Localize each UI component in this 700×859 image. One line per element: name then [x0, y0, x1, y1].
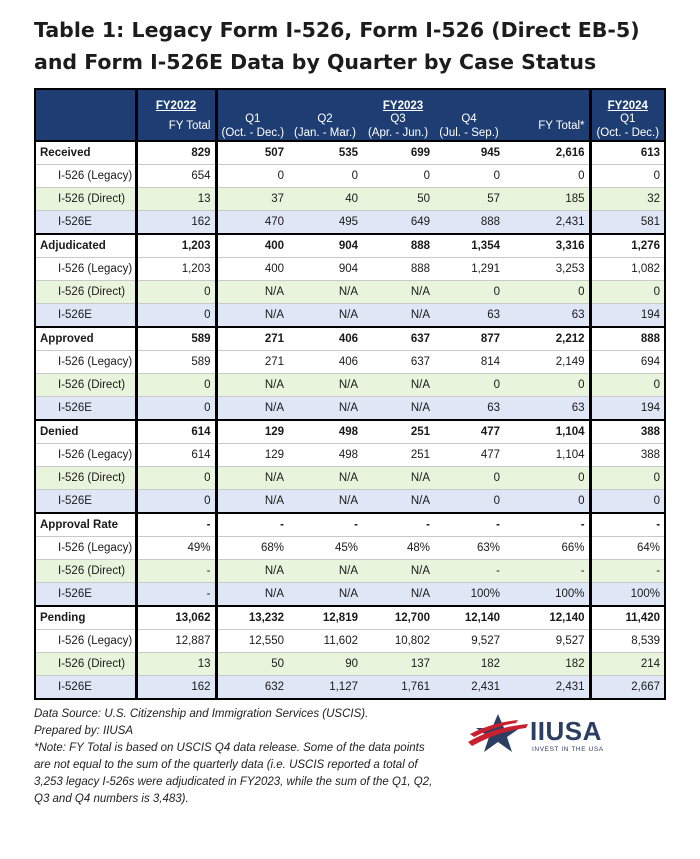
cell-value: 388	[590, 420, 665, 444]
cell-value: 1,104	[504, 444, 590, 467]
cell-value: 12,550	[216, 630, 288, 653]
cell-value: 271	[216, 327, 288, 351]
cell-value: 814	[434, 351, 504, 374]
cell-value: 888	[362, 234, 434, 258]
cell-value: 589	[136, 351, 216, 374]
cell-value: N/A	[288, 397, 362, 421]
table-row	[35, 258, 665, 281]
row-label: Pending	[35, 606, 136, 630]
cell-value: -	[136, 560, 216, 583]
cell-value: 194	[590, 397, 665, 421]
table-section-row	[35, 513, 665, 537]
header-year-row	[35, 89, 665, 112]
cell-value: 632	[216, 676, 288, 700]
cell-value: N/A	[362, 467, 434, 490]
cell-value: 470	[216, 211, 288, 235]
cell-value: N/A	[216, 304, 288, 328]
row-label: I-526E	[35, 490, 136, 514]
cell-value: 495	[288, 211, 362, 235]
table-row	[35, 281, 665, 304]
cell-value: 0	[434, 467, 504, 490]
cell-value: N/A	[362, 281, 434, 304]
cell-value: 904	[288, 234, 362, 258]
cell-value: 48%	[362, 537, 434, 560]
cell-value: 137	[362, 653, 434, 676]
cell-value: 477	[434, 444, 504, 467]
cell-value: 12,140	[434, 606, 504, 630]
footer-notes	[34, 706, 434, 808]
cell-value: -	[216, 513, 288, 537]
header-col-0: FY Total	[136, 112, 216, 141]
cell-value: 182	[504, 653, 590, 676]
table-row	[35, 351, 665, 374]
iiusa-logo	[468, 710, 638, 760]
row-label: Received	[35, 141, 136, 165]
table-section-row	[35, 141, 665, 165]
cell-value: 100%	[590, 583, 665, 607]
header-fy2022: FY2022	[136, 89, 216, 112]
row-label: I-526E	[35, 583, 136, 607]
row-label: Approved	[35, 327, 136, 351]
cell-value: 251	[362, 444, 434, 467]
table-row	[35, 165, 665, 188]
cell-value: 535	[288, 141, 362, 165]
header-col-4: Q4 (Jul. - Sep.)	[434, 112, 504, 141]
cell-value: 185	[504, 188, 590, 211]
row-label: I-526 (Direct)	[35, 374, 136, 397]
cell-value: 2,616	[504, 141, 590, 165]
cell-value: 1,203	[136, 234, 216, 258]
cell-value: 32	[590, 188, 665, 211]
cell-value: N/A	[216, 583, 288, 607]
cell-value: 498	[288, 420, 362, 444]
cell-value: -	[434, 513, 504, 537]
cell-value: 2,431	[504, 211, 590, 235]
cell-value: 271	[216, 351, 288, 374]
row-label: I-526 (Direct)	[35, 188, 136, 211]
cell-value: 0	[136, 281, 216, 304]
data-source: Data Source: U.S. Citizenship and Immigration Services (USCIS).	[34, 708, 369, 720]
cell-value: -	[590, 560, 665, 583]
table-row	[35, 630, 665, 653]
cell-value: 194	[590, 304, 665, 328]
cell-value: 66%	[504, 537, 590, 560]
cell-value: 9,527	[504, 630, 590, 653]
cell-value: 64%	[590, 537, 665, 560]
table-row	[35, 583, 665, 607]
cell-value: 90	[288, 653, 362, 676]
cell-value: 13	[136, 188, 216, 211]
cell-value: 50	[362, 188, 434, 211]
cell-value: 0	[504, 467, 590, 490]
cell-value: 68%	[216, 537, 288, 560]
cell-value: 3,253	[504, 258, 590, 281]
cell-value: N/A	[288, 304, 362, 328]
header-col-2: Q2 (Jan. - Mar.)	[288, 112, 362, 141]
cell-value: 57	[434, 188, 504, 211]
cell-value: 11,420	[590, 606, 665, 630]
cell-value: 829	[136, 141, 216, 165]
cell-value: 2,149	[504, 351, 590, 374]
cell-value: 3,316	[504, 234, 590, 258]
cell-value: 214	[590, 653, 665, 676]
cell-value: 614	[136, 444, 216, 467]
cell-value: 1,761	[362, 676, 434, 700]
cell-value: 9,527	[434, 630, 504, 653]
row-label: Approval Rate	[35, 513, 136, 537]
cell-value: 0	[434, 165, 504, 188]
cell-value: N/A	[362, 304, 434, 328]
prepared-by: Prepared by: IIUSA	[34, 725, 134, 737]
table-row	[35, 560, 665, 583]
table-row	[35, 188, 665, 211]
header-fy2023: FY2023	[216, 89, 590, 112]
cell-value: 0	[136, 490, 216, 514]
cell-value: 0	[434, 490, 504, 514]
footnote: *Note: FY Total is based on USCIS Q4 data release. Some of the data points are not equal to the sum of the quarterly data (i.e. USCIS reported a total of 3,253 legacy I-526s were adjudicated in FY2023, while the sum of the Q1, Q2, Q3 and Q4 numbers is 3,483).	[34, 742, 433, 805]
cell-value: 0	[504, 165, 590, 188]
cell-value: N/A	[362, 490, 434, 514]
cell-value: 50	[216, 653, 288, 676]
header-col-5: FY Total*	[504, 112, 590, 141]
cell-value: 1,104	[504, 420, 590, 444]
cell-value: 2,667	[590, 676, 665, 700]
cell-value: 2,212	[504, 327, 590, 351]
cell-value: 400	[216, 234, 288, 258]
header-col-3: Q3 (Apr. - Jun.)	[362, 112, 434, 141]
cell-value: 13	[136, 653, 216, 676]
cell-value: -	[590, 513, 665, 537]
cell-value: 45%	[288, 537, 362, 560]
cell-value: 904	[288, 258, 362, 281]
cell-value: 129	[216, 444, 288, 467]
cell-value: 12,819	[288, 606, 362, 630]
header-blank	[35, 89, 136, 112]
cell-value: 100%	[434, 583, 504, 607]
cell-value: 888	[362, 258, 434, 281]
case-status-table	[34, 88, 666, 700]
cell-value: 13,232	[216, 606, 288, 630]
row-label: I-526 (Legacy)	[35, 351, 136, 374]
cell-value: N/A	[216, 397, 288, 421]
cell-value: 63%	[434, 537, 504, 560]
row-label: I-526 (Direct)	[35, 653, 136, 676]
cell-value: 400	[216, 258, 288, 281]
row-label: I-526 (Legacy)	[35, 258, 136, 281]
cell-value: 589	[136, 327, 216, 351]
cell-value: -	[362, 513, 434, 537]
cell-value: N/A	[362, 397, 434, 421]
cell-value: 182	[434, 653, 504, 676]
cell-value: 1,082	[590, 258, 665, 281]
cell-value: 507	[216, 141, 288, 165]
cell-value: 388	[590, 444, 665, 467]
cell-value: 12,140	[504, 606, 590, 630]
cell-value: 0	[136, 397, 216, 421]
cell-value: 12,700	[362, 606, 434, 630]
cell-value: N/A	[216, 560, 288, 583]
logo-brand: IIUSA	[530, 716, 602, 746]
cell-value: 581	[590, 211, 665, 235]
cell-value: 251	[362, 420, 434, 444]
cell-value: 0	[136, 374, 216, 397]
cell-value: N/A	[288, 490, 362, 514]
cell-value: N/A	[288, 467, 362, 490]
row-label: I-526E	[35, 304, 136, 328]
row-label: I-526E	[35, 211, 136, 235]
row-label: I-526E	[35, 397, 136, 421]
table-section-row	[35, 420, 665, 444]
cell-value: N/A	[362, 560, 434, 583]
table-row	[35, 444, 665, 467]
cell-value: N/A	[288, 583, 362, 607]
cell-value: 877	[434, 327, 504, 351]
header-col-1: Q1 (Oct. - Dec.)	[216, 112, 288, 141]
cell-value: 162	[136, 676, 216, 700]
row-label: I-526 (Legacy)	[35, 630, 136, 653]
row-label: Adjudicated	[35, 234, 136, 258]
cell-value: 614	[136, 420, 216, 444]
cell-value: -	[136, 513, 216, 537]
cell-value: 0	[590, 281, 665, 304]
cell-value: 63	[434, 304, 504, 328]
table-body	[35, 141, 665, 699]
header-col-6: Q1 (Oct. - Dec.)	[590, 112, 665, 141]
table-row	[35, 467, 665, 490]
cell-value: 637	[362, 351, 434, 374]
cell-value: 888	[434, 211, 504, 235]
star-swoosh-icon	[468, 712, 530, 756]
cell-value: N/A	[288, 374, 362, 397]
cell-value: N/A	[288, 560, 362, 583]
cell-value: 63	[504, 397, 590, 421]
cell-value: 0	[504, 490, 590, 514]
cell-value: 0	[434, 281, 504, 304]
row-label: I-526E	[35, 676, 136, 700]
table-row	[35, 653, 665, 676]
table-row	[35, 676, 665, 700]
cell-value: 694	[590, 351, 665, 374]
cell-value: N/A	[288, 281, 362, 304]
cell-value: 0	[504, 281, 590, 304]
cell-value: -	[504, 560, 590, 583]
cell-value: 1,291	[434, 258, 504, 281]
row-label: I-526 (Legacy)	[35, 537, 136, 560]
row-label: I-526 (Direct)	[35, 281, 136, 304]
table-row	[35, 397, 665, 421]
table-section-row	[35, 234, 665, 258]
cell-value: 699	[362, 141, 434, 165]
header-label-blank	[35, 112, 136, 141]
cell-value: 406	[288, 327, 362, 351]
cell-value: 1,203	[136, 258, 216, 281]
cell-value: N/A	[216, 467, 288, 490]
cell-value: 477	[434, 420, 504, 444]
cell-value: 1,276	[590, 234, 665, 258]
row-label: Denied	[35, 420, 136, 444]
cell-value: 0	[590, 467, 665, 490]
table-row	[35, 537, 665, 560]
row-label: I-526 (Direct)	[35, 467, 136, 490]
cell-value: 613	[590, 141, 665, 165]
cell-value: 162	[136, 211, 216, 235]
cell-value: 0	[216, 165, 288, 188]
cell-value: 129	[216, 420, 288, 444]
cell-value: -	[504, 513, 590, 537]
cell-value: 888	[590, 327, 665, 351]
cell-value: 649	[362, 211, 434, 235]
cell-value: 2,431	[504, 676, 590, 700]
cell-value: 498	[288, 444, 362, 467]
cell-value: 10,802	[362, 630, 434, 653]
cell-value: 0	[590, 374, 665, 397]
cell-value: 11,602	[288, 630, 362, 653]
cell-value: 13,062	[136, 606, 216, 630]
cell-value: 63	[504, 304, 590, 328]
cell-value: 0	[590, 165, 665, 188]
cell-value: 40	[288, 188, 362, 211]
cell-value: 0	[136, 304, 216, 328]
cell-value: 100%	[504, 583, 590, 607]
cell-value: 0	[288, 165, 362, 188]
row-label: I-526 (Legacy)	[35, 444, 136, 467]
cell-value: -	[136, 583, 216, 607]
cell-value: 8,539	[590, 630, 665, 653]
cell-value: N/A	[362, 374, 434, 397]
cell-value: 406	[288, 351, 362, 374]
table-row	[35, 374, 665, 397]
header-column-row	[35, 112, 665, 141]
cell-value: -	[288, 513, 362, 537]
cell-value: 0	[590, 490, 665, 514]
row-label: I-526 (Legacy)	[35, 165, 136, 188]
logo-tagline: INVEST IN THE USA	[532, 746, 604, 753]
cell-value: 2,431	[434, 676, 504, 700]
cell-value: 63	[434, 397, 504, 421]
cell-value: 0	[504, 374, 590, 397]
cell-value: 0	[434, 374, 504, 397]
row-label: I-526 (Direct)	[35, 560, 136, 583]
cell-value: 12,887	[136, 630, 216, 653]
header-fy2024: FY2024	[590, 89, 665, 112]
table-section-row	[35, 327, 665, 351]
table-row	[35, 211, 665, 235]
cell-value: 49%	[136, 537, 216, 560]
cell-value: 0	[362, 165, 434, 188]
cell-value: 1,127	[288, 676, 362, 700]
cell-value: N/A	[216, 281, 288, 304]
cell-value: N/A	[216, 374, 288, 397]
cell-value: N/A	[216, 490, 288, 514]
cell-value: 637	[362, 327, 434, 351]
cell-value: 0	[136, 467, 216, 490]
page-title: Table 1: Legacy Form I-526, Form I-526 (Direct EB-5) and Form I-526E Data by Quarter by Case Status	[34, 18, 640, 74]
table-row	[35, 304, 665, 328]
cell-value: 945	[434, 141, 504, 165]
cell-value: -	[434, 560, 504, 583]
cell-value: 37	[216, 188, 288, 211]
cell-value: N/A	[362, 583, 434, 607]
table-row	[35, 490, 665, 514]
cell-value: 654	[136, 165, 216, 188]
table-section-row	[35, 606, 665, 630]
cell-value: 1,354	[434, 234, 504, 258]
